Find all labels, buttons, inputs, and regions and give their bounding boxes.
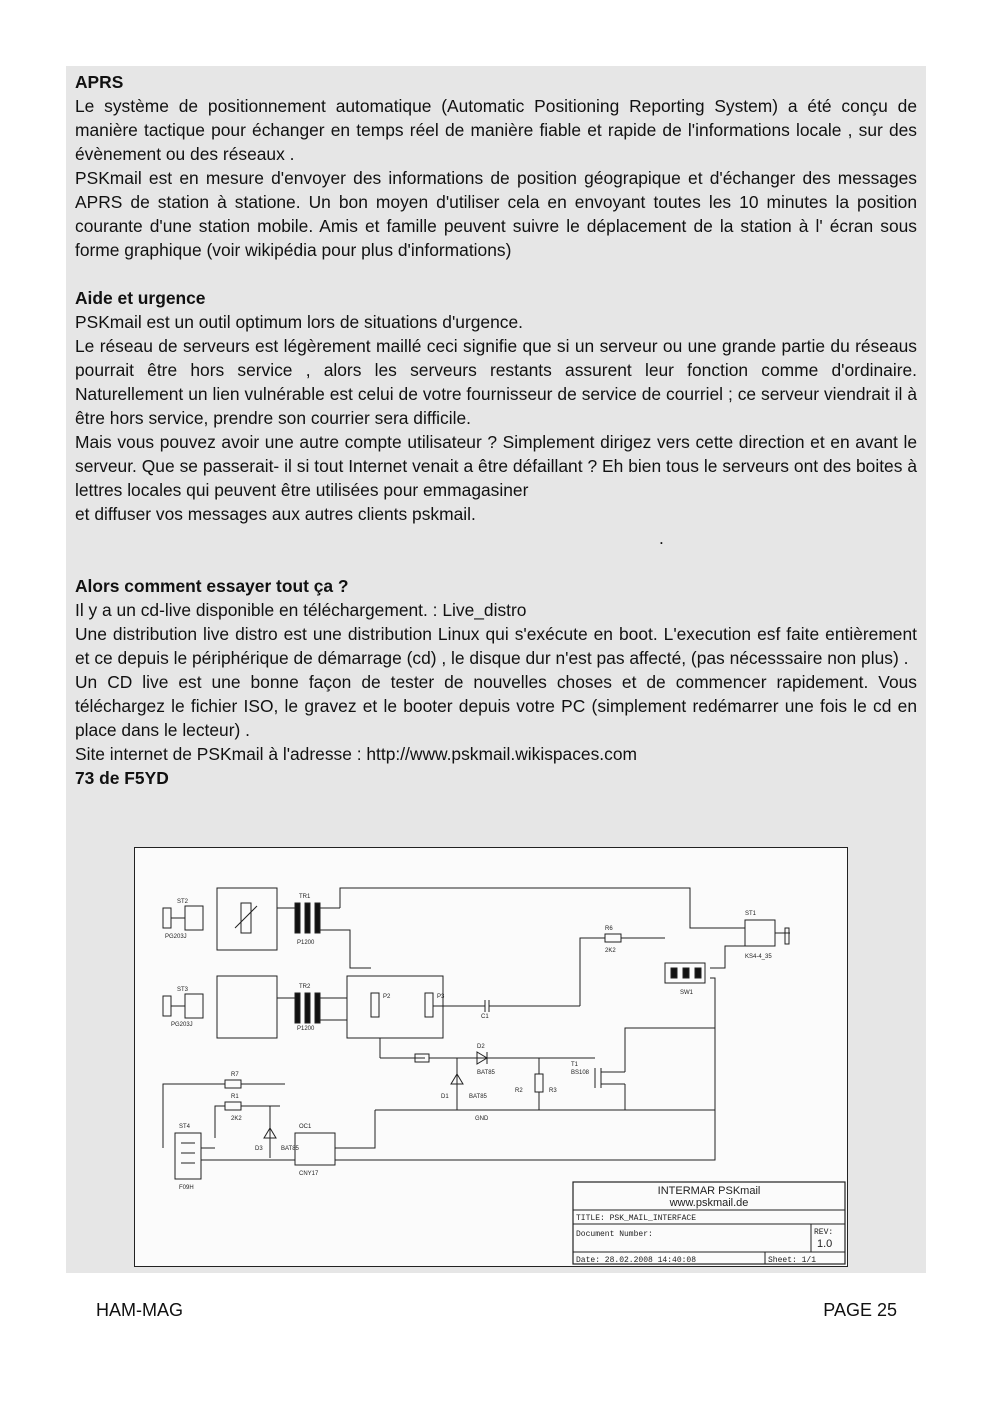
svg-text:D2: D2 <box>477 1044 485 1050</box>
svg-text:KS4-4_35: KS4-4_35 <box>745 954 772 960</box>
svg-text:OC1: OC1 <box>299 1124 312 1130</box>
svg-text:P1200: P1200 <box>297 1026 315 1032</box>
footer-magazine: HAM-MAG <box>96 1300 183 1320</box>
schematic-figure <box>134 847 848 1267</box>
svg-text:F09H: F09H <box>179 1185 194 1191</box>
svg-text:1.0: 1.0 <box>817 1238 833 1250</box>
paragraph: Site internet de PSKmail à l'adresse : http://www.pskmail.wikispaces.com <box>75 744 637 764</box>
svg-text:PG203J: PG203J <box>171 1022 193 1028</box>
svg-text:TR2: TR2 <box>299 984 311 990</box>
svg-text:TR1: TR1 <box>299 894 311 900</box>
svg-text:R3: R3 <box>549 1088 557 1094</box>
svg-text:GND: GND <box>475 1116 489 1122</box>
svg-text:SW1: SW1 <box>680 990 694 996</box>
svg-text:D1: D1 <box>441 1094 449 1100</box>
svg-text:BAT85: BAT85 <box>281 1146 299 1152</box>
paragraph: Le système de positionnement automatique (Automatic Positioning Reporting System) a été conçu de manière tactique pour échanger en temps réel de manière fiable et rapide de l'informations locale , sur des évènement ou des réseaux . <box>75 96 917 164</box>
svg-text:P3: P3 <box>437 994 445 1000</box>
svg-text:R6: R6 <box>605 926 613 932</box>
paragraph: et diffuser vos messages aux autres clients pskmail. <box>75 504 476 524</box>
paragraph: Un CD live est une bonne façon de tester de nouvelles choses et de commencer rapidement. Vous téléchargez le fichier ISO, le gravez et le booter depuis votre PC (simplement redémarrer une fois le cd en place dans le lecteur) . <box>75 672 917 740</box>
section-title-aprs: APRS <box>75 72 124 92</box>
svg-text:R1: R1 <box>231 1094 239 1100</box>
svg-text:REV:: REV: <box>814 1228 834 1237</box>
section-title-essayer: Alors comment essayer tout ça ? <box>75 576 349 596</box>
svg-text:TITLE: PSK_MAIL_INTERFACE: TITLE: PSK_MAIL_INTERFACE <box>576 1214 697 1223</box>
svg-text:www.pskmail.de: www.pskmail.de <box>669 1197 749 1209</box>
section-title-aide: Aide et urgence <box>75 288 206 308</box>
svg-text:ST4: ST4 <box>179 1124 191 1130</box>
stray-dot: . <box>659 528 664 548</box>
svg-text:PG203J: PG203J <box>165 934 187 940</box>
svg-text:T1: T1 <box>571 1062 579 1068</box>
schematic-diagram <box>135 848 846 1265</box>
svg-text:2K2: 2K2 <box>605 948 616 954</box>
svg-text:2K2: 2K2 <box>231 1116 242 1122</box>
paragraph: Une distribution live distro est une distribution Linux qui s'exécute en boot. L'execution esf faite entièrement et ce depuis le périphérique de démarrage (cd) , le disque dur n'est pas affecté, (pas nécesssaire non plus) . <box>75 624 917 668</box>
paragraph: PSKmail est un outil optimum lors de situations d'urgence. <box>75 312 523 332</box>
svg-text:ST1: ST1 <box>745 911 757 917</box>
svg-text:INTERMAR PSKmail: INTERMAR PSKmail <box>657 1185 761 1197</box>
signoff: 73 de F5YD <box>75 768 169 788</box>
article-body <box>75 70 917 790</box>
svg-text:D3: D3 <box>255 1146 263 1152</box>
svg-text:ST2: ST2 <box>177 899 189 905</box>
svg-text:BAT85: BAT85 <box>469 1094 487 1100</box>
paragraph: Mais vous pouvez avoir une autre compte utilisateur ? Simplement dirigez vers cette direction et en avant le serveur. Que se passerait- il si tout Internet venait a être défaillant ? Eh bien tous le serveurs ont des boites à lettres locales qui peuvent être utilisées pour emmagasiner <box>75 432 917 500</box>
svg-text:Date: 28.02.2008 14:40:08: Date: 28.02.2008 14:40:08 <box>576 1256 697 1265</box>
svg-text:BAT85: BAT85 <box>477 1070 495 1076</box>
svg-text:R2: R2 <box>515 1088 523 1094</box>
svg-text:CNY17: CNY17 <box>299 1171 319 1177</box>
footer-page-number: PAGE 25 <box>823 1300 897 1320</box>
paragraph: Il y a un cd-live disponible en téléchargement. : Live_distro <box>75 600 527 620</box>
svg-text:BS108: BS108 <box>571 1070 590 1076</box>
svg-text:P1200: P1200 <box>297 940 315 946</box>
svg-text:P2: P2 <box>383 994 391 1000</box>
svg-text:C1: C1 <box>481 1014 489 1020</box>
svg-text:Document Number:: Document Number: <box>576 1230 653 1239</box>
paragraph: PSKmail est en mesure d'envoyer des informations de position géograpique et d'échanger des messages APRS de station à statione. Un bon moyen d'utiliser cela en envoyant toutes les 10 minutes la position courante d'une station mobile. Amis et famille peuvent suivre le déplacement de la station à l' écran sous forme graphique (voir wikipédia pour plus d'informations) <box>75 168 917 260</box>
paragraph: Le réseau de serveurs est légèrement maillé ceci signifie que si un serveur ou une grande partie du réseaus pourrait être hors service , alors les serveurs restants assurent leur fonction comme d'ordinaire. Naturellement un lien vulnérable est celui de votre fournisseur de service de courriel ; ce serveur viendrait il à être hors service, prendre son courrier sera difficile. <box>75 336 917 428</box>
svg-text:R7: R7 <box>231 1072 239 1078</box>
svg-text:ST3: ST3 <box>177 987 189 993</box>
svg-text:Sheet: 1/1: Sheet: 1/1 <box>768 1256 817 1265</box>
